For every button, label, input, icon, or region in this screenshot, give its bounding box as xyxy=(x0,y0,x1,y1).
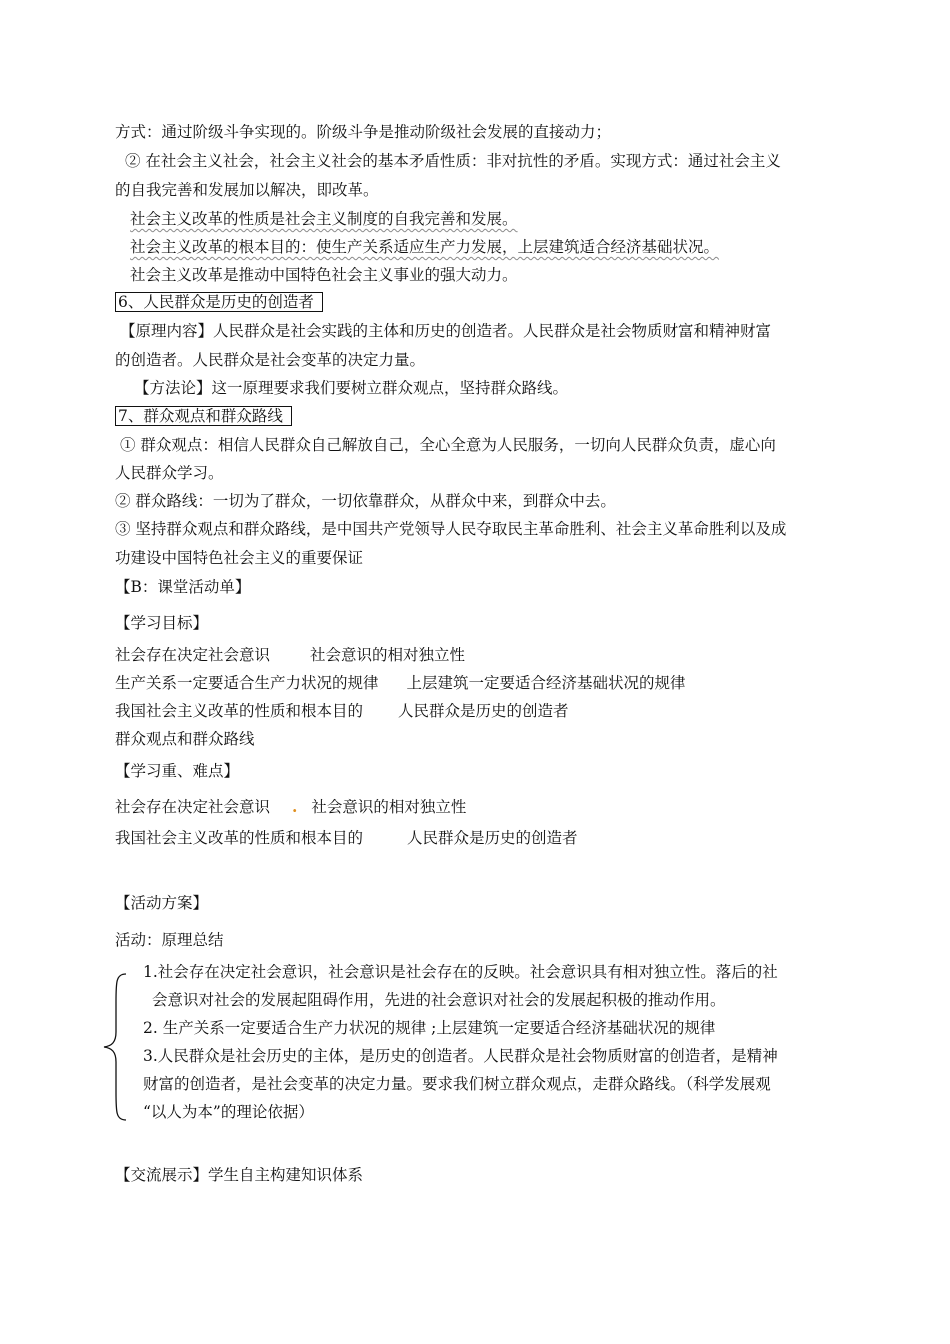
text-line: 社会主义改革是推动中国特色社会主义事业的强大动力。 xyxy=(130,266,518,284)
goal-row: 生产关系一定要适合生产力状况的规律 上层建筑一定要适合经济基础状况的规律 xyxy=(115,674,686,692)
summary-line: 1.社会存在决定社会意识，社会意识是社会存在的反映。社会意识具有相对独立性。落后的社 xyxy=(143,963,778,981)
text-line: 人民群众学习。 xyxy=(115,464,224,482)
summary-line: 财富的创造者，是社会变革的决定力量。要求我们树立群众观点，走群众路线。（科学发展观 xyxy=(143,1075,771,1093)
summary-line: “以人为本”的理论依据） xyxy=(143,1103,314,1121)
plan-title: 【活动方案】 xyxy=(115,894,209,912)
wavy-text: 社会主义改革的性质是社会主义制度的自我完善和发展。 xyxy=(130,210,518,228)
text-line: 的创造者。人民群众是社会变革的决定力量。 xyxy=(115,351,426,369)
wavy-text: 社会主义改革的根本目的：使生产关系适应生产力发展，上层建筑适合经济基础状况。 xyxy=(130,238,720,256)
summary-line: 2. 生产关系一定要适合生产力状况的规律 ;上层建筑一定要适合经济基础状况的规律 xyxy=(143,1019,716,1037)
summary-line: 3.人民群众是社会历史的主体，是历史的创造者。人民群众是社会物质财富的创造者，是精神 xyxy=(143,1047,778,1065)
exchange-label: 【交流展示】 xyxy=(115,1166,209,1184)
text-line: 功建设中国特色社会主义的重要保证 xyxy=(115,549,364,567)
goal-row: 群众观点和群众路线 xyxy=(115,730,255,748)
summary-line: 会意识对社会的发展起阻碍作用，先进的社会意识对社会的发展起积极的推动作用。 xyxy=(152,991,726,1009)
goal-row: 我国社会主义改革的性质和根本目的 人民群众是历史的创造者 xyxy=(115,702,569,720)
exchange-line xyxy=(115,1165,363,1185)
key-row: 我国社会主义改革的性质和根本目的 人民群众是历史的创造者 xyxy=(115,829,578,847)
text-line: 的自我完善和发展加以解决，即改革。 xyxy=(115,181,379,199)
section-b-title: 【B：课堂活动单】 xyxy=(115,578,251,596)
goals-title: 【学习目标】 xyxy=(115,614,209,632)
text-line: ② 在社会主义社会，社会主义社会的基本矛盾性质：非对抗性的矛盾。实现方式：通过社会主义 xyxy=(125,152,781,170)
activity-label: 活动：原理总结 xyxy=(115,931,224,949)
section-heading-6: 6、人民群众是历史的创造者 xyxy=(115,292,323,312)
text-line xyxy=(130,209,518,229)
text-line: 【方法论】这一原理要求我们要树立群众观点，坚持群众路线。 xyxy=(134,379,569,397)
text-line: 【原理内容】人民群众是社会实践的主体和历史的创造者。人民群众是社会物质财富和精神财富 xyxy=(120,322,772,340)
text-line: 方式：通过阶级斗争实现的。阶级斗争是推动阶级社会发展的直接动力； xyxy=(115,123,612,141)
key-row: 社会存在决定社会意识 . 社会意识的相对独立性 xyxy=(115,797,467,816)
text-line xyxy=(130,237,719,257)
section-heading-7: 7、群众观点和群众路线 xyxy=(115,406,292,426)
dot-mark: . xyxy=(292,797,298,816)
text-line: ② 群众路线：一切为了群众，一切依靠群众，从群众中来，到群众中去。 xyxy=(115,492,616,510)
goal-row: 社会存在决定社会意识 社会意识的相对独立性 xyxy=(115,646,466,664)
text-line: ① 群众观点：相信人民群众自己解放自己，全心全意为人民服务，一切向人民群众负责，虚心向 xyxy=(120,436,776,454)
exchange-text: 学生自主构建知识体系 xyxy=(208,1166,364,1184)
curly-brace-icon xyxy=(100,972,130,1122)
text-line: ③ 坚持群众观点和群众路线，是中国共产党领导人民夺取民主革命胜利、社会主义革命胜利以及成 xyxy=(115,520,787,538)
key-title: 【学习重、难点】 xyxy=(115,762,240,780)
